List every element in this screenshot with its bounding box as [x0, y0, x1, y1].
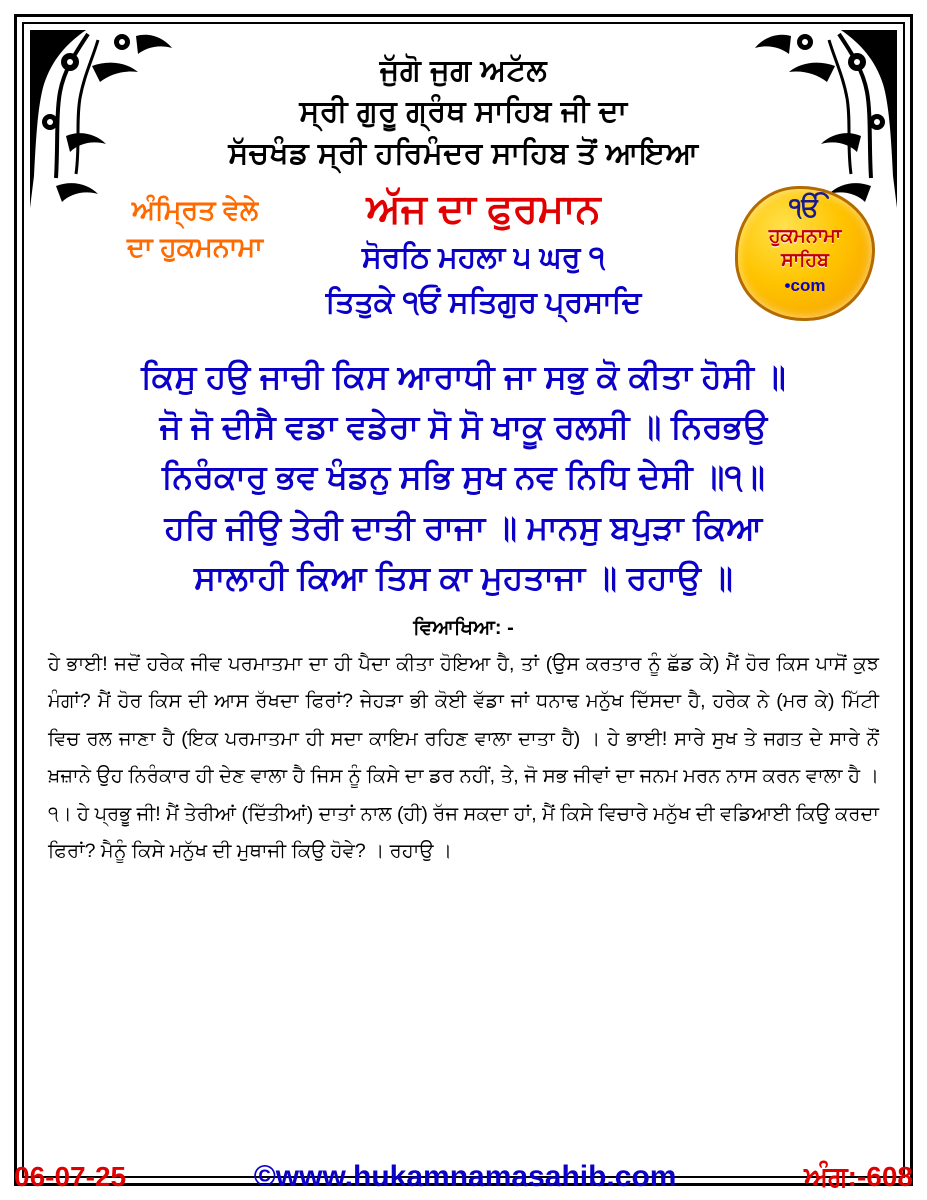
gurbani-line: ਜੋ ਜੋ ਦੀਸੈ ਵਡਾ ਵਡੇਰਾ ਸੋ ਸੋ ਖਾਕੂ ਰਲਸੀ ॥ ਨਿਰਭਉ — [159, 408, 768, 446]
header-line-1: ਜੁੱਗੋ ਜੁਗ ਅਟੱਲ — [379, 54, 548, 87]
footer-website[interactable]: ©www.hukamnamasahib.com — [253, 1160, 677, 1193]
hukamnamasahib-logo[interactable] — [735, 186, 875, 321]
footer-ang-number: ਅੰਗ:-608 — [804, 1161, 913, 1192]
logo-text-line-1: ਹੁਕਮਨਾਮਾ — [768, 226, 842, 248]
vyakhya-heading: ਵਿਆਖਿਆ: - — [413, 616, 514, 639]
mangal-heading: ਤਿਤੁਕੇ ੧ਓਂ ਸਤਿਗੁਰ ਪ੍ਰਸਾਦਿ — [325, 285, 642, 319]
title-block — [42, 186, 885, 346]
gurbani-line: ਕਿਸੁ ਹਉ ਜਾਚੀ ਕਿਸ ਆਰਾਧੀ ਜਾ ਸਭੁ ਕੋ ਕੀਤਾ ਹੋਸੀ ॥ — [141, 358, 786, 396]
todays-furmaan-title: ਅੱਜ ਦਾ ਫੁਰਮਾਨ — [366, 187, 601, 232]
logo-com-text: •com — [784, 276, 826, 296]
poster-content — [30, 30, 897, 1170]
vyakhya-text: ਹੇ ਭਾਈ! ਜਦੋਂ ਹਰੇਕ ਜੀਵ ਪਰਮਾਤਮਾ ਦਾ ਹੀ ਪੈਦਾ ਕੀਤਾ ਹੋਇਆ ਹੈ, ਤਾਂ (ਉਸ ਕਰਤਾਰ ਨੂੰ ਛੱਡ ਕੇ) ਮੈਂ ਹੋਰ ਕਿਸ ਪਾਸੋਂ ਕੁਝ ਮੰਗਾਂ? ਮੈਂ ਹੋਰ ਕਿਸ ਦੀ ਆਸ ਰੱਖਦਾ ਫਿਰਾਂ? ਜੇਹੜਾ ਭੀ ਕੋਈ ਵੱਡਾ ਜਾਂ ਧਨਾਢ ਮਨੁੱਖ ਦਿੱਸਦਾ ਹੈ, ਹਰੇਕ ਨੇ (ਮਰ ਕੇ) ਮਿੱਟੀ ਵਿਚ ਰਲ ਜਾਣਾ ਹੈ (ਇਕ ਪਰਮਾਤਮਾ ਹੀ ਸਦਾ ਕਾਇਮ ਰਹਿਣ ਵਾਲਾ ਦਾਤਾ ਹੈ) । ਹੇ ਭਾਈ! ਸਾਰੇ ਸੁਖ ਤੇ ਜਗਤ ਦੇ ਸਾਰੇ ਨੌਂ ਖ਼ਜ਼ਾਨੇ ਉਹ ਨਿਰੰਕਾਰ ਹੀ ਦੇਣ ਵਾਲਾ ਹੈ ਜਿਸ ਨੂੰ ਕਿਸੇ ਦਾ ਡਰ ਨਹੀਂ, ਤੇ, ਜੋ ਸਭ ਜੀਵਾਂ ਦਾ ਜਨਮ ਮਰਨ ਨਾਸ ਕਰਨ ਵਾਲਾ ਹੈ ।੧। ਹੇ ਪ੍ਰਭੂ ਜੀ! ਮੈਂ ਤੇਰੀਆਂ (ਦਿੱਤੀਆਂ) ਦਾਤਾਂ ਨਾਲ (ਹੀ) ਰੱਜ ਸਕਦਾ ਹਾਂ, ਮੈਂ ਕਿਸੇ ਵਿਚਾਰੇ ਮਨੁੱਖ ਦੀ ਵਡਿਆਈ ਕਿਉ ਕਰਦਾ ਫਿਰਾਂ? ਮੈਨੂੰ ਕਿਸੇ ਮਨੁੱਖ ਦੀ ਮੁਥਾਜੀ ਕਿਉ ਹੋਵੇ? । ਰਹਾਉ । — [48, 652, 879, 863]
header-line-2: ਸ੍ਰੀ ਗੁਰੂ ਗ੍ਰੰਥ ਸਾਹਿਬ ਜੀ ਦਾ — [299, 95, 628, 129]
gurbani-text — [42, 352, 885, 603]
ek-onkar-icon: ੴ — [789, 192, 821, 223]
amrit-vela-label: ਅੰਮ੍ਰਿਤ ਵੇਲੇ ਦਾ ਹੁਕਮਨਾਮਾ — [127, 195, 263, 262]
gurbani-line: ਨਿਰੰਕਾਰੁ ਭਵ ਖੰਡਨੁ ਸਭਿ ਸੁਖ ਨਵ ਨਿਧਿ ਦੇਸੀ ॥੧॥ — [161, 458, 766, 496]
gurbani-line: ਸਾਲਾਹੀ ਕਿਆ ਤਿਸ ਕਾ ਮੁਹਤਾਜਾ ॥ ਰਹਾਉ ॥ — [193, 558, 734, 596]
gurbani-line: ਹਰਿ ਜੀਉ ਤੇਰੀ ਦਾਤੀ ਰਾਜਾ ॥ ਮਾਨਸੁ ਬਪੁੜਾ ਕਿਆ — [164, 508, 763, 546]
header-line-3: ਸੱਚਖੰਡ ਸ੍ਰੀ ਹਰਿਮੰਦਰ ਸਾਹਿਬ ਤੋਂ ਆਇਆ — [228, 136, 699, 170]
header — [42, 34, 885, 174]
footer-date: 06-07-25 — [14, 1161, 127, 1192]
footer — [14, 1160, 913, 1194]
logo-text-line-2: ਸਾਹਿਬ — [781, 250, 829, 272]
raag-heading: ਸੋਰਠਿ ਮਹਲਾ ੫ ਘਰੁ ੧ — [361, 241, 606, 275]
